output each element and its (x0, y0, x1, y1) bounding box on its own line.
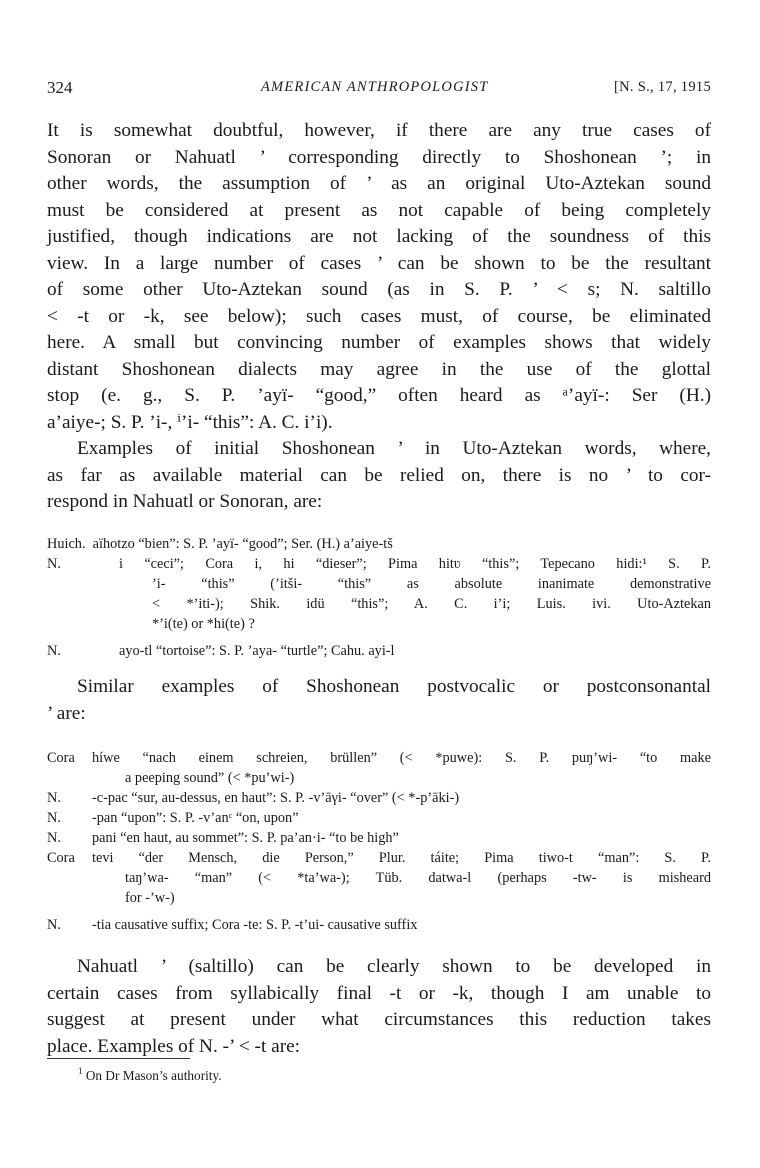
language-label: N. (47, 810, 61, 826)
footnote (78, 1068, 222, 1084)
example-entry (47, 641, 711, 661)
text-line: Similar examples of Shoshonean postvocalic or postconsonantal (77, 676, 711, 697)
example-line: *’i(te) or *hi(te) ? (152, 616, 255, 632)
example-entry (47, 748, 711, 788)
footnote-marker: 1 (78, 1066, 83, 1076)
language-label: N. (47, 830, 61, 846)
text-line: Sonoran or Nahuatl ’ corresponding directly to Shoshonean ’; in (47, 146, 711, 168)
example-line: taŋ’wa- “man” (< *ta’wa-); Tüb. datwa-l (perhaps -tw- is misheard (125, 870, 711, 886)
language-label: Cora (47, 850, 75, 866)
footnote-divider (47, 1058, 190, 1059)
examples-postvocalic-glottal (47, 748, 711, 935)
text-line: justified, though indications are not lacking of the soundness of this (47, 226, 711, 247)
examples-initial-glottal (47, 534, 711, 661)
text-line: place. Examples of N. -’ < -t are: (47, 1035, 301, 1057)
text-line: stop (e. g., S. P. ’ayï- “good,” often heard as ᵃ’ayï-: Ser (H.) (47, 385, 711, 406)
paragraph-3 (47, 674, 711, 727)
text-line: ’ are: (47, 702, 86, 724)
example-line: < *’iti-); Shik. idü “this”; A. C. i’i; Luis. ivi. Uto-Aztekan (152, 596, 711, 612)
text-line: must be considered at present as not capable of being completely (47, 199, 711, 221)
paragraph-4 (47, 954, 711, 1060)
footnote-text: On Dr Mason’s authority. (85, 1068, 222, 1083)
example-line: ayo-tl “tortoise”: S. P. ’aya- “turtle”; Cahu. ayi-l (119, 643, 395, 659)
language-label: Cora (47, 750, 75, 766)
example-line: a peeping sound” (< *pu’wi-) (125, 770, 295, 786)
language-label: Huich. (47, 536, 86, 552)
example-entry (47, 828, 711, 848)
example-line: híwe “nach einem schreien, brüllen” (< *puwe): S. P. puŋ’wi- “to make (92, 750, 711, 766)
paragraph-2 (47, 436, 711, 516)
language-label: N. (47, 917, 61, 933)
language-label: N. (47, 556, 61, 572)
text-line: < -t or -k, see below); such cases must, of course, be eliminated (47, 305, 711, 327)
example-line: -c-pac “sur, au-dessus, en haut”: S. P. -v’āγi- “over” (< *-p’āki-) (92, 790, 460, 806)
example-entry (47, 534, 711, 554)
example-entry (47, 554, 711, 634)
running-header (47, 78, 711, 100)
text-line: here. A small but convincing number of examples shows that widely (47, 332, 711, 353)
example-line: tevi “der Mensch, die Person,” Plur. táite; Pima tiwo-t “man”: S. P. (92, 850, 711, 866)
volume-info: [N. S., 17, 1915 (613, 79, 711, 95)
text-line: Nahuatl ’ (saltillo) can be clearly shown to be developed in (77, 956, 711, 977)
example-line (47, 534, 711, 554)
example-line: ’i- “this” (’itši- “this” as absolute inanimate demonstrative (152, 576, 711, 592)
text-line: a’aiye-; S. P. ’i-, ⁱ’i- “this”: A. C. i’i). (47, 411, 333, 433)
text-line: respond in Nahuatl or Sonoran, are: (47, 491, 323, 512)
text-line: It is somewhat doubtful, however, if there are any true cases of (47, 120, 711, 141)
text-line: as far as available material can be relied on, there is no ’ to cor- (47, 464, 711, 486)
example-entry (47, 808, 711, 828)
example-line: for -’w-) (125, 890, 175, 906)
text-line: distant Shoshonean dialects may agree in the use of the glottal (47, 358, 711, 380)
example-line: pani “en haut, au sommet”: S. P. pa’an·i- “to be high” (92, 830, 399, 846)
example-line: i “ceci”; Cora i, hi “dieser”; Pima hitʋ “this”; Tepecano hidi:¹ S. P. (119, 556, 711, 572)
example-line: -pan “upon”: S. P. -v’anᶜ “on, upon” (92, 810, 299, 826)
example-entry (47, 788, 711, 808)
paragraph-1 (47, 118, 711, 436)
journal-title: AMERICAN ANTHROPOLOGIST (261, 79, 489, 95)
example-entry (47, 848, 711, 908)
example-entry (47, 915, 711, 935)
text-line: certain cases from syllabically final -t or -k, though I am unable to (47, 982, 711, 1004)
text-line: suggest at present under what circumstances this reduction takes (47, 1009, 711, 1030)
language-label: N. (47, 643, 61, 659)
text-line: other words, the assumption of ’ as an original Uto-Aztekan sound (47, 173, 711, 194)
text-line: view. In a large number of cases ’ can be shown to be the resultant (47, 252, 711, 274)
language-label: N. (47, 790, 61, 806)
example-text: aïhotzo “bien”: S. P. ’ayï- “good”; Ser. (H.) a’aiye-tš (92, 536, 393, 552)
text-line: Examples of initial Shoshonean ’ in Uto-Aztekan words, where, (77, 438, 711, 459)
example-line: -tia causative suffix; Cora -te: S. P. -t’ui- causative suffix (92, 917, 418, 933)
page-number: 324 (47, 78, 73, 97)
text-line: of some other Uto-Aztekan sound (as in S. P. ’ < s; N. saltillo (47, 279, 711, 300)
